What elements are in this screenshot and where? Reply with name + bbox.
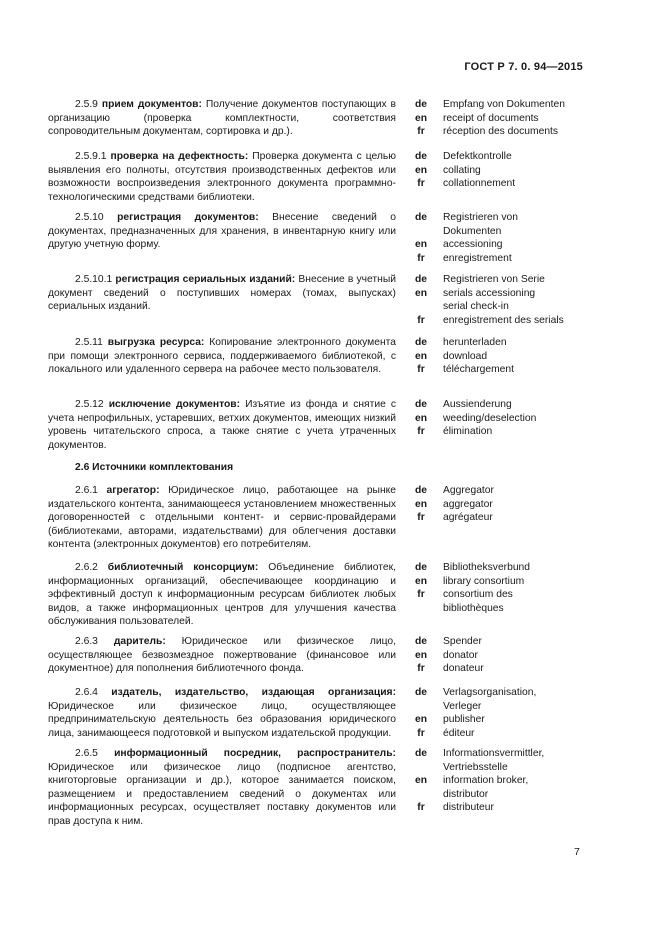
language-code: en [414, 350, 428, 362]
translated-term: publisher [443, 714, 485, 725]
term-definition-text: Юридическое или физическое лицо (подписное агентство, книготорговые организации и др.), которое занимается поиском, размещением и предоставлением сведений о документах или информационных ресурсах, осуществляет поставку документов или прав доступа к ним. [48, 761, 396, 827]
language-code: fr [417, 802, 425, 813]
translated-term: herunterladen [443, 337, 507, 348]
term-title: регистрация документов: [117, 212, 259, 223]
term-title: проверка на дефектность: [110, 151, 249, 162]
translated-term: collationnement [443, 178, 516, 189]
language-code: fr [417, 727, 425, 739]
term-definition-text: Юридическое или физическое лицо, осуществляющее безвозмездное пожертвование (финансовое или документное) для пополнения библиотечного фонда. [48, 636, 396, 674]
term-definition-text: Юридическое лицо, работающее на рынке издательского контента, занимающееся установлением множественных договоренностей с отдельными контент- и сервис-провайдерами (библиотеками, авторами, издательствами) для облегчения доставки контента (электронных документов) его потребителям. [48, 485, 396, 550]
language-code: fr [417, 126, 425, 137]
term-definition [48, 150, 396, 204]
language-code: en [414, 775, 428, 786]
translated-term: aggregator [443, 498, 493, 510]
term-definition [48, 747, 396, 828]
translated-term: réception des documents [443, 126, 559, 137]
translated-term: donator [443, 649, 478, 661]
term-definition [48, 398, 396, 452]
translated-term: Registrieren von Dokumenten [443, 212, 518, 237]
translated-term: Verlagsorganisation, Verleger [443, 687, 537, 712]
language-code: fr [417, 178, 425, 189]
term-number: 2.6.1 [75, 485, 98, 496]
translated-term: éditeur [443, 727, 475, 739]
language-code: de [414, 687, 428, 698]
translated-term: information broker, distributor [443, 775, 529, 800]
term-definition [48, 561, 396, 629]
term-definition [48, 686, 396, 740]
translated-term: Defektkontrolle [443, 151, 512, 162]
translated-term: élimination [443, 426, 493, 437]
language-code: en [414, 498, 428, 510]
term-number: 2.6.2 [75, 562, 98, 573]
term-definition-text: Юридическое или физическое лицо, осуществляющее предпринимательскую деятельность без образования юридического лица, занимающееся подготовкой и выпуском издательской продукции. [48, 700, 396, 739]
language-code: en [414, 714, 428, 725]
term-definition [48, 211, 396, 252]
translated-term: Registrieren von Serie [443, 274, 545, 285]
term-number: 2.5.10 [75, 212, 104, 223]
term-definition [48, 635, 396, 676]
translated-term: Bibliotheksverbund [443, 562, 531, 573]
language-code: en [414, 239, 428, 250]
standard-header: ГОСТ Р 7. 0. 94—2015 [464, 61, 583, 73]
language-code: fr [417, 512, 425, 523]
term-title: информационный посредник, распространитель: [114, 748, 396, 759]
language-code: en [414, 287, 428, 299]
term-definition-text: Изъятие из фонда и снятие с учета непрофильных, устаревших, ветхих документов, имеющих низкий уровень читательского спроса, а также снятие с учета утраченных документов. [48, 399, 396, 451]
translated-term: receipt of documents [443, 112, 539, 124]
term-definition-text: Внесение в учетный документ сведений о поступивших номерах (томах, выпусках) сериальных изданий. [48, 274, 396, 312]
term-definition [48, 98, 396, 139]
term-definition [48, 273, 396, 314]
language-code: fr [417, 589, 425, 600]
translated-term: distributeur [443, 802, 494, 813]
term-number: 2.5.10.1 [75, 274, 113, 285]
language-code: de [414, 151, 428, 162]
term-title: прием документов: [101, 99, 202, 110]
translated-term: Informationsvermittler, Vertriebsstelle [443, 748, 545, 773]
language-code: fr [417, 314, 425, 326]
term-title: выгрузка ресурса: [107, 337, 205, 348]
language-code: de [414, 399, 428, 410]
language-code: de [414, 337, 428, 348]
term-title: исключение документов: [108, 399, 241, 410]
page-number: 7 [574, 846, 580, 858]
term-definition-text: Проверка документа с целью выявления его полноты, отсутствия производственных дефектов или возможности воспроизведения электронного документа программно-технологическими средствами библиотеки. [48, 151, 396, 203]
term-number: 2.5.9.1 [75, 151, 107, 162]
translated-term: enregistrement [443, 252, 512, 264]
term-definition-text: Получение документов поступающих в организацию (проверка комплектности, соответствия сопроводительным документам, сортировка и др.). [48, 99, 396, 137]
term-definition [48, 484, 396, 552]
section-heading: 2.6 Источники комплектования [75, 462, 234, 473]
language-code: en [414, 649, 428, 661]
term-definition-text: Объединение библиотек, информационных организаций, обеспечивающее координацию и эффективный доступ к информационным ресурсам библиотек любых видов, а также информационных центров для улучшения качества обслуживания пользователей. [48, 562, 396, 627]
language-code: de [414, 212, 428, 223]
translated-term: Spender [443, 636, 482, 647]
term-definition [48, 336, 396, 377]
term-number: 2.5.11 [75, 337, 103, 348]
language-code: de [414, 562, 428, 573]
language-code: en [414, 112, 428, 124]
translated-term: Empfang von Dokumenten [443, 99, 565, 110]
term-number: 2.6.3 [75, 636, 98, 647]
translated-term: collating [443, 164, 481, 176]
term-number: 2.5.12 [75, 399, 104, 410]
translated-term: download [443, 350, 488, 362]
language-code: en [414, 164, 428, 176]
term-title: регистрация сериальных изданий: [115, 274, 296, 285]
language-code: de [414, 274, 428, 285]
translated-term: donateur [443, 663, 484, 674]
term-title: агрегатор: [106, 485, 160, 496]
translated-term: Aussienderung [443, 399, 512, 410]
translated-term: library consortium [443, 575, 525, 587]
translated-term: téléchargement [443, 364, 514, 375]
term-title: издатель, издательство, издающая организация: [111, 687, 396, 698]
language-code: fr [417, 426, 425, 437]
term-title: библиотечный консорциум: [107, 562, 259, 573]
term-number: 2.5.9 [75, 99, 98, 110]
term-definition-text: Копирование электронного документа при помощи электронного сервиса, поддерживаемого библиотекой, с локального или удаленного сервера на рабочее место пользователя. [48, 337, 396, 375]
language-code: de [414, 748, 428, 759]
language-code: de [414, 636, 428, 647]
language-code: en [414, 412, 428, 424]
language-code: de [414, 99, 428, 110]
language-code: fr [417, 252, 425, 264]
translated-term: Aggregator [443, 485, 494, 496]
translated-term: weeding/deselection [443, 412, 537, 424]
term-number: 2.6.5 [75, 748, 98, 759]
term-definition-text: Внесение сведений о документах, предназначенных для хранения, в инвентарную книгу или другую учетную форму. [48, 212, 396, 250]
language-code: en [414, 575, 428, 587]
language-code: fr [417, 364, 425, 375]
translated-term: agrégateur [443, 512, 493, 523]
translated-term: accessioning [443, 239, 503, 250]
translated-term: consortium des bibliothèques [443, 589, 513, 614]
language-code: de [414, 485, 428, 496]
language-code: fr [417, 663, 425, 674]
translated-term: enregistrement des serials [443, 314, 564, 326]
translated-term: serials accessioning serial check-in [443, 287, 536, 312]
term-title: даритель: [113, 636, 166, 647]
term-number: 2.6.4 [75, 687, 98, 698]
